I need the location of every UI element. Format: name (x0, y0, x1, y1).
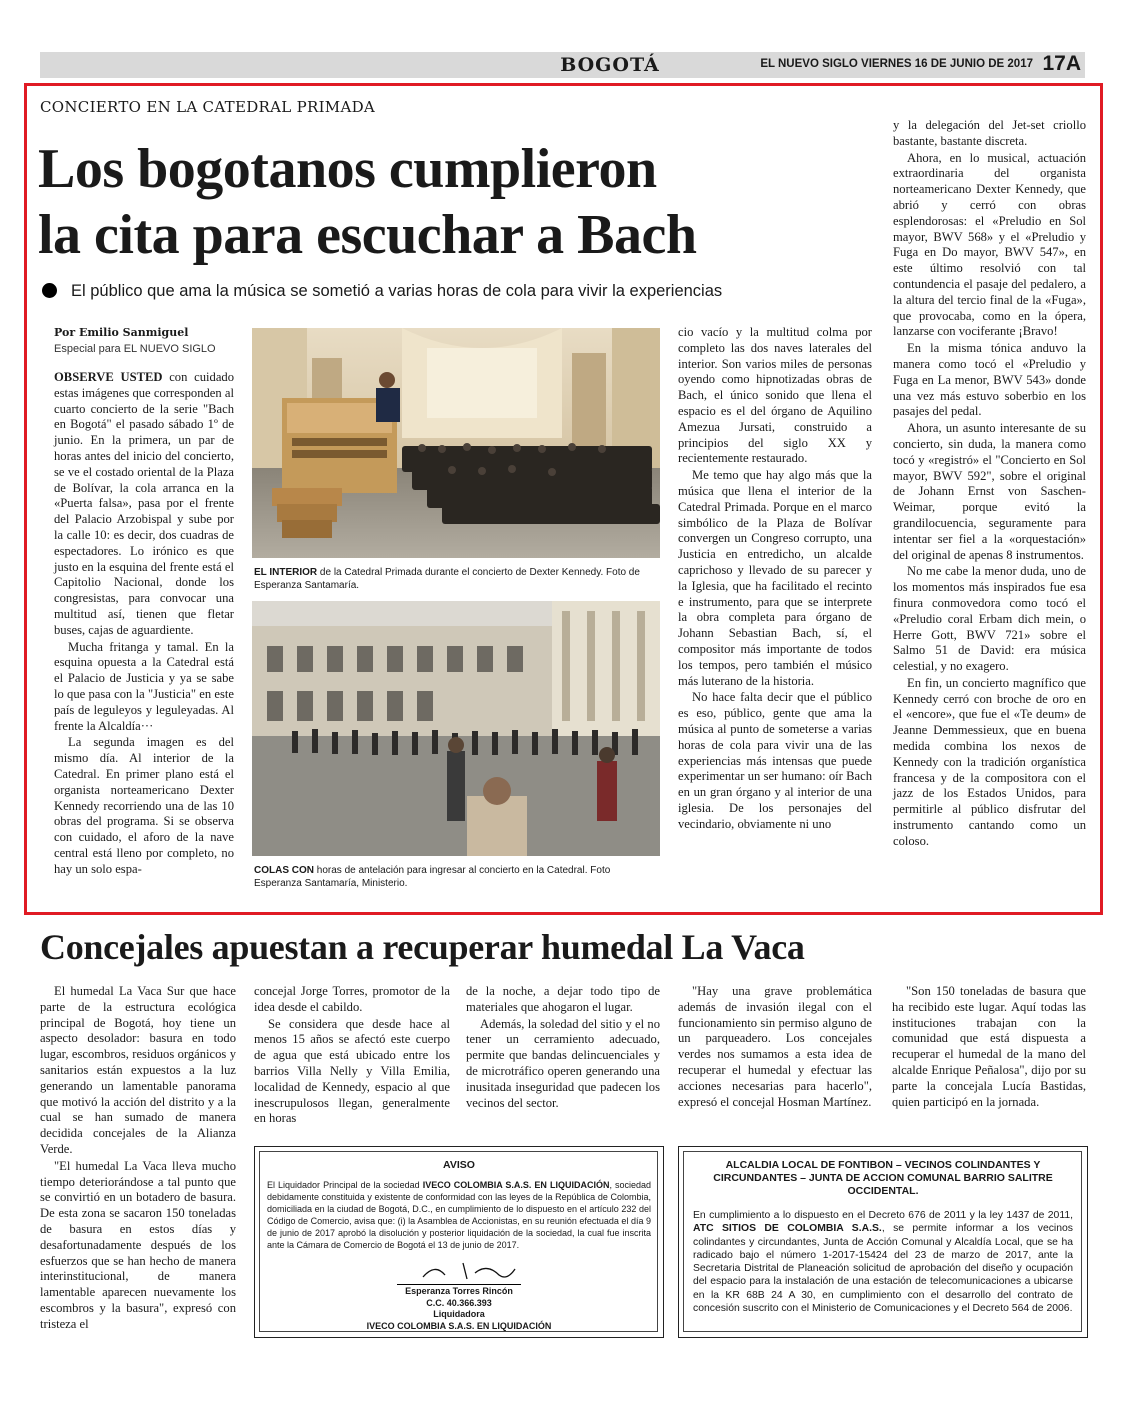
bullet-icon (42, 283, 57, 298)
paragraph: Ahora, en lo musical, actuación extraordinaria del organista norteamericano Dexter Kennedy, que abrió y cerró con obras esplendorosas: el «Preludio en Sol mayor, BWV 568» y el «Preludio y Fuga en Do mayor, BWV 547», en este último resolvió con tal contundencia el pasaje del pedalero, a la altura del tercio final de la «Fuga», que provocaba, como en la ópera, lanzarse con vociferante ¡Bravo! (893, 150, 1086, 339)
page-number: 17A (1042, 52, 1081, 75)
byline-role: Especial para EL NUEVO SIGLO (54, 343, 216, 355)
notice-body: El Liquidador Principal de la sociedad IVECO COLOMBIA S.A.S. EN LIQUIDACIÓN, sociedad debidamente constituida y existente de conformidad con las leyes de la República de Colombia, domiciliada en la ciudad de Bogotá, D.C., en cumplimiento de lo dispuesto en el artículo 232 del Código de Comercio, avisa que: (i) la Asamblea de Accionistas, en su reunión efectuada el día 9 de junio de 2017 aprobó la disolución y posterior liquidación de la sociedad, la cual fue inscrita ante la Cámara de Comercio de Bogotá el 13 de junio de 2017. (267, 1180, 651, 1250)
signature-block: Esperanza Torres Rincón C.C. 40.366.393 Liquidadora IVECO COLOMBIA S.A.S. EN LIQUIDACIÓN (366, 1286, 552, 1331)
masthead-bar (40, 52, 1085, 78)
article2-headline: Concejales apuestan a recuperar humedal La Vaca (40, 927, 805, 967)
paragraph: Ahora, un asunto interesante de su concierto, sin duda, la manera como tocó y «registró» el "Concierto en Sol mayor, BWV 592", sobre el original de Johann Ernst von Saschen-Weimar, porque evitó la grandilocuencia, seguramente para intentar ser fiel a la «orquestación» del original de apenas 8 instrumentos. (893, 421, 1086, 562)
paragraph: "Hay una grave problemática además de invasión ilegal con el funcionamiento sin permiso alguno de un parqueadero. Los concejales verdes nos sumamos a esta idea de recuperar el humedal y efectuar las acciones necesarias para hacerlo", expresó el concejal Hosman Martínez. (678, 984, 872, 1109)
paragraph: Se considera que desde hace al menos 15 años se afectó este cuerpo de agua que está ubicado entre los barrios Villa Nelly y Villa Emilia, localidad de Kennedy, espacio al que inescrupulosos llegan, generalmente en horas (254, 1016, 450, 1126)
paragraph: En la misma tónica anduvo la manera como tocó el «Preludio y Fuga en La menor, BWV 543» donde una vez más estuvo soberbio en los pasajes del pedal. (893, 341, 1086, 419)
article2-column-1 (40, 984, 236, 1334)
paragraph: El humedal La Vaca Sur que hace parte de la estructura ecológica principal de Bogotá, hoy tiene un aspecto desolador: basura en todo lugar, escombros, residuos orgánicos y sanitarios están expuestos a la luz generando un lamentable panorama que motivó la acción del distrito y a la cual se han sumado de manera decidida concejales de la Alianza Verde. (40, 984, 236, 1156)
article1-column-3 (678, 325, 872, 834)
paragraph: No me cabe la menor duda, uno de los momentos más inspirados fue esa finura conmovedora como tocó el «Preludio coral Erbam dich mein, o Herre Gott, BWV 721» sobre el Salmo 51 de David: era música celestial, y no exagero. (893, 564, 1086, 674)
paragraph: OBSERVE USTED con cuidado estas imágenes que corresponden al cuarto concierto de la serie "Bach en Bogotá" el pasado sábado 1º de junio. En la primera, un par de horas antes del inicio del concierto, se ve el costado oriental de la Plaza de Bolívar, la cola arranca en la «Puerta falsa», pasa por el frente del Palacio Arzobispal y sube por la calle 10: es decir, dos cuadras de espectadores. Lo irónico es que justo en la esquina del frente está el Capitolio Nacional, donde los congresistas, para convocar una multitud así, tienen que fletar buses, cajas de aguardiente. (54, 370, 234, 637)
lead-in: OBSERVE USTED (54, 370, 163, 384)
paragraph: En fin, un concierto magnífico que Kennedy cerró con broche de oro en el «encore», que fue el «Te deum» de Jeanne Demmessieux, que en buena medida combina los nexos de Kennedy con la tradición organística francesa y de la compositora con el jazz de los Estados Unidos, para permitirle al público disfrutar del instrumento cantando como un coloso. (893, 675, 1086, 848)
paragraph: Me temo que hay algo más que la música que llena el interior de la Catedral Primada. Porque en el marco simbólico de la Plaza de Bolívar convergen un Congreso corrupto, una Justicia en entredicho, un alcalde caprichoso y llevado de su parecer y la Iglesia, que ha facilitado el recinto e instrumento, para que se interprete la obra completa para órgano de Johann Sebastian Bach, sí, el compositor más importante de todos los tempos, pero también el músico más luterano de la historia. (678, 468, 872, 688)
paragraph: concejal Jorge Torres, promotor de la idea desde el cabildo. (254, 984, 450, 1014)
notice-aviso (254, 1146, 664, 1338)
section-name: BOGOTÁ (560, 54, 660, 76)
paragraph: "Son 150 toneladas de basura que ha recibido este lugar. Aquí todas las instituciones trabajan con la comunidad que está dispuesta a recuperar el humedal de la mano del alcalde Enrique Peñalosa", dijo por su parte la concejala Lucía Bastidas, quien participó en la jornada. (892, 984, 1086, 1109)
photo-cathedral-interior (252, 328, 660, 558)
article2-column-5 (892, 984, 1086, 1111)
queue-photo (252, 601, 660, 856)
photo-queue-outside (252, 601, 660, 856)
signature-scribble (415, 1259, 525, 1283)
signature-line (397, 1284, 521, 1285)
notice-body: En cumplimiento a lo dispuesto en el Decreto 676 de 2011 y la ley 1437 de 2011, ATC SITIOS DE COLOMBIA S.A.S., se permite informar a los vecinos colindantes y circundantes, Junta de Acción Comunal y Alcaldía Local, que se ha radicado bajo el número 1-2017-15424 del 23 de marzo de 2017, ante la Secretaria Distrital de Planeación solicitud de aprobación del diseño y ocupación del espacio para la instalación de una estación de telecomunicaciones a ubicarse en la KR 68B 24 A 30, en cumplimiento con el desarrollo del contrato de concesión suscrito con el Ministerio de Comunicaciones y el Decreto 564 de 2006. (693, 1210, 1073, 1315)
dek-text: El público que ama la música se sometió a varias horas de cola para vivir la experiencias (71, 282, 723, 300)
byline: Por Emilio Sanmiguel (54, 326, 189, 339)
article2-column-4 (678, 984, 872, 1111)
paragraph: cio vacío y la multitud colma por completo las dos naves laterales del interior. Son varios miles de personas oyendo como hipnotizadas obras de Bach, el único sonido que llena el espacio es el del órgano de Aquilino Amezua Jursati, construido a principios del siglo XX y recientemente restaurado. (678, 325, 872, 466)
notice-title: ALCALDIA LOCAL DE FONTIBON – VECINOS COLINDANTES Y CIRCUNDANTES – JUNTA DE ACCION COMUNAL BARRIO SALITRE OCCIDENTAL. (713, 1159, 1053, 1197)
paragraph: La segunda imagen es del mismo día. Al interior de la Catedral. En primer plano está el organista norteamericano Dexter Kennedy recorriendo una de las 10 obras del programa. Si se observa con cuidado, el aforo de la nave central está lleno por completo, no hay un solo espa- (54, 735, 234, 876)
headline-line-2: la cita para escuchar a Bach (38, 204, 697, 266)
article-headline (38, 136, 868, 268)
article1-column-1 (54, 370, 234, 879)
photo-1-caption: EL INTERIOR de la Catedral Primada durante el concierto de Dexter Kennedy. Foto de Esperanza Santamaría. (254, 567, 640, 591)
photo-2-caption: COLAS CON horas de antelación para ingresar al concierto en la Catedral. Foto Esperanza Santamaría, Ministerio. (254, 865, 611, 889)
article-dek (42, 282, 882, 301)
notice-title: AVISO (443, 1159, 475, 1171)
organ-concert-photo (252, 328, 660, 558)
paragraph: Además, la soledad del sitio y el no tener un cerramiento adecuado, permite que bandas delincuenciales y de microtráfico operen generando una inusitada inseguridad que padecen los vecinos del sector. (466, 1016, 660, 1110)
paragraph: de la noche, a dejar todo tipo de materiales que ahogaron el lugar. (466, 984, 660, 1014)
headline-line-1: Los bogotanos cumplieron (38, 138, 657, 200)
notice-alcaldia (678, 1146, 1088, 1338)
article-kicker: CONCIERTO EN LA CATEDRAL PRIMADA (40, 98, 376, 116)
dateline: EL NUEVO SIGLO VIERNES 16 DE JUNIO DE 2017 (760, 58, 1033, 70)
article2-column-3 (466, 984, 660, 1112)
article2-column-2 (254, 984, 450, 1128)
paragraph: y la delegación del Jet-set criollo bastante, bastante discreta. (893, 118, 1086, 148)
article1-column-4 (893, 118, 1086, 851)
paragraph: Mucha fritanga y tamal. En la esquina opuesta a la Catedral está el Palacio de Justicia y ya se sabe lo que pasa con la "Justicia" en este país de leguleyos y leguleyadas. Al frente la Alcaldía··· (54, 639, 234, 733)
paragraph: No hace falta decir que el público es eso, público, gente que ama la música al punto de someterse a varias horas de cola para vivir una de las experiencias más intensas que puede experimentar un ser humano: oír Bach en un gran órgano y al interior de una iglesia. De los personajes del vecindario, obviamente ni uno (678, 690, 872, 831)
paragraph: "El humedal La Vaca lleva mucho tiempo deteriorándose a tal punto que se convirtió en un botadero de basura. De esta zona se sacaron 150 toneladas de basura en estos días y desafortunadamente después de los esfuerzos que se han hecho de manera interinstitucional, de manera lamentable aparecen nuevamente los escombros y la basura", expresó con tristeza el (40, 1158, 236, 1331)
